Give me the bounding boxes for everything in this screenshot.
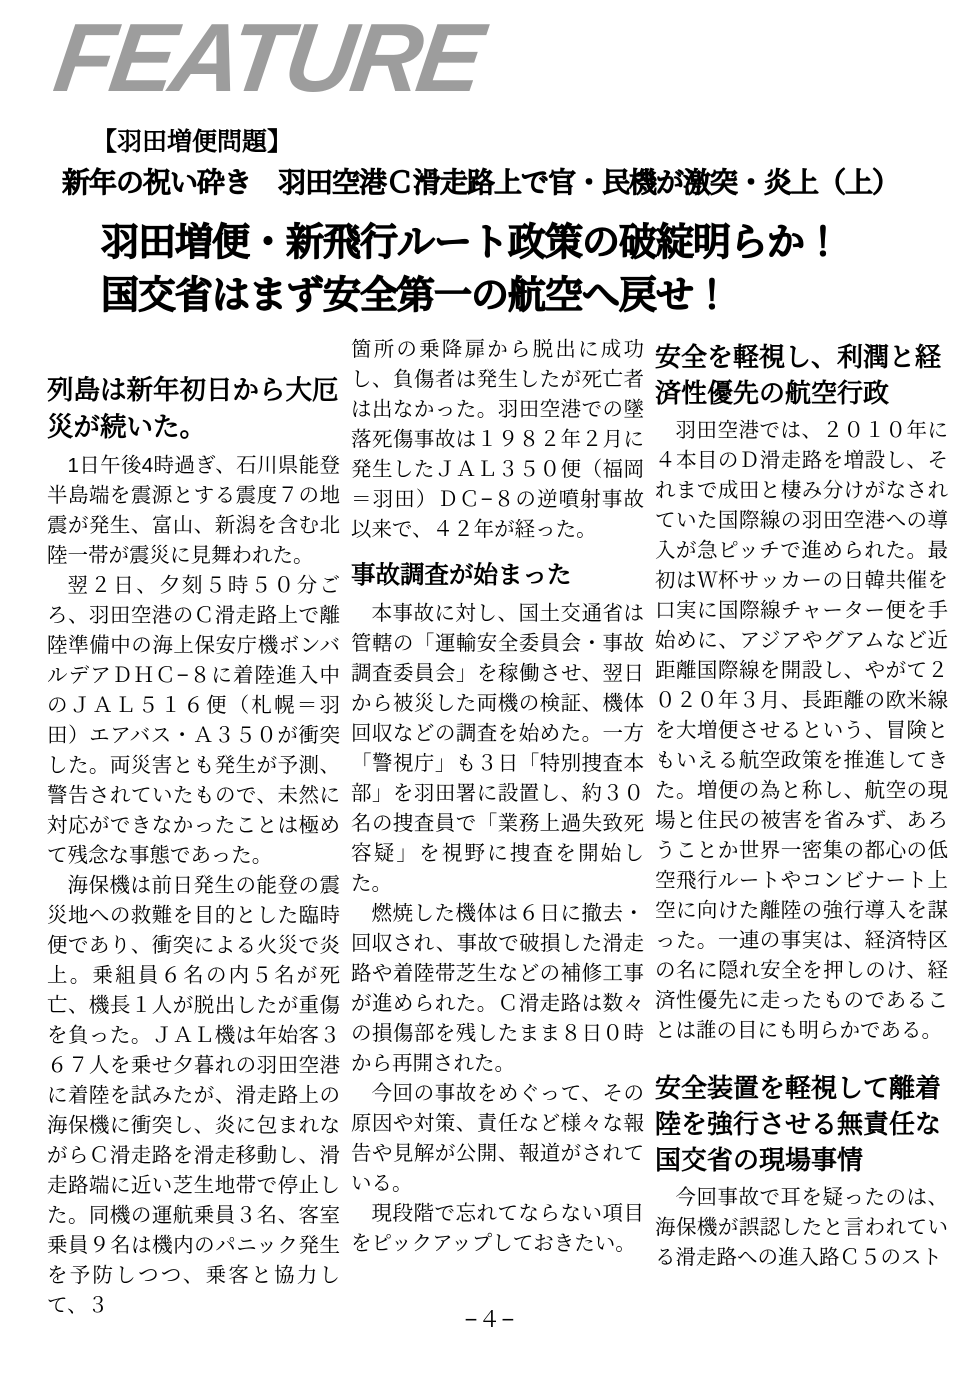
article-column-1 <box>47 372 340 1321</box>
column3-section-heading-2: 安全装置を軽視して離着陸を強行させる無責任な国交省の現場事情 <box>655 1073 942 1175</box>
column3-paragraph-1: 羽田空港では、２０１０年に４本目のＤ滑走路を増設し、それまで成田と棲み分けがなされていた国際線の羽田空港への導入が急ピッチで進められた。最初はＷ杯サッカーの日韓共催を口実に国際線チャーター便を手始めに、アジアやグアムなど近距離国際線を開設し、やがて２０２０年３月、長距離の欧米線を大増便させるという、冒険ともいえる航空政策を推進してきた。増便の為と称し、航空の現場と住民の被害を省みず、あろうことか世界一密集の都心の低空飛行ルートやコンビナート上空に向けた離陸の強行導入を謀った。一連の事実は、経済特区の名に隠れ安全を押しのけ、経済性優先に走ったものであることは誰の目にも明らかである。 <box>655 419 948 1042</box>
page-number: −４− <box>464 1307 516 1332</box>
column2-paragraph-2: 燃焼した機体は６日に撤去・回収され、事故で破損した滑走路や着陸帯芝生などの補修工事が進められた。Ｃ滑走路は数々の損傷部を残したまま８日０時から再開された。 <box>351 902 644 1075</box>
headline-main-line1: 羽田増便・新飛行ルート政策の破綻明らか！ <box>101 222 842 264</box>
column2-paragraph-1: 本事故に対し、国土交通省は管轄の「運輸安全委員会・事故調査委員会」を稼働させ、翌日から被災した両機の検証、機体回収などの調査を始めた。一方「警視庁」も３日「特別捜査本部」を羽田署に設置し、約３０名の捜査員で「業務上過失致死容疑」を視野に捜査を開始した。 <box>351 602 644 895</box>
column3-paragraph-2: 今回事故で耳を疑ったのは、海保機が誤認したと言われている滑走路への進入路Ｃ５のスト <box>655 1186 948 1269</box>
feature-masthead-logo: FEATURE <box>48 3 487 112</box>
column3-section-heading-1: 安全を軽視し、利潤と経済性優先の航空行政 <box>655 342 942 408</box>
column1-paragraph-1: 1日午後4時過ぎ、石川県能登半島端を震源とする震度７の地震が発生、富山、新潟を含む北陸一帯が震災に見舞われた。 <box>47 454 340 567</box>
column1-heading: 列島は新年初日から大厄災が続いた。 <box>47 375 339 442</box>
article-column-2 <box>351 335 644 1259</box>
article-column-3 <box>655 339 948 1273</box>
headline-subhead: 新年の祝い砕き 羽田空港Ｃ滑走路上で官・民機が激突・炎上（上） <box>62 167 900 198</box>
column2-section-heading: 事故調査が始まった <box>351 562 572 589</box>
column1-paragraph-2: 翌２日、夕刻５時５０分ごろ、羽田空港のＣ滑走路上で離陸準備中の海上保安庁機ボンバルデアＤＨＣ−８に着陸進入中のＪＡＬ５１６便（札幌＝羽田）エアバス・Ａ３５０が衝突した。両災害とも発生が予測、警告されていたもので、未然に対応ができなかったことは極めて残念な事態であった。 <box>47 574 340 867</box>
column2-paragraph-continued: 箇所の乗降扉から脱出に成功し、負傷者は発生したが死亡者は出なかった。羽田空港での墜落死傷事故は１９８２年２月に発生したＪＡＬ３５０便（福岡＝羽田）ＤＣ−８の逆噴射事故以来で、４２年が経った。 <box>351 338 644 541</box>
column2-paragraph-4: 現段階で忘れてならない項目をピックアップしておきたい。 <box>351 1202 644 1255</box>
column1-paragraph-3: 海保機は前日発生の能登の震災地への救難を目的とした臨時便であり、衝突による火災で炎上。乗組員６名の内５名が死亡、機長１人が脱出したが重傷を負った。ＪＡＬ機は年始客３６７人を乗せ夕暮れの羽田空港に着陸を試みたが、滑走路上の海保機に衝突し、炎に包まれながらＣ滑走路を滑走移動し、滑走路端に近い芝生地帯で停止した。同機の運航乗員３名、客室乗員９名は機内のパニック発生を予防しつつ、乗客と協力して、３ <box>47 874 340 1317</box>
headline-kicker: 【羽田増便問題】 <box>92 128 293 156</box>
headline-main-line2: 国交省はまず安全第一の航空へ戻せ！ <box>101 275 731 317</box>
column2-paragraph-3: 今回の事故をめぐって、その原因や対策、責任など様々な報告や見解が公開、報道がされている。 <box>351 1082 644 1195</box>
